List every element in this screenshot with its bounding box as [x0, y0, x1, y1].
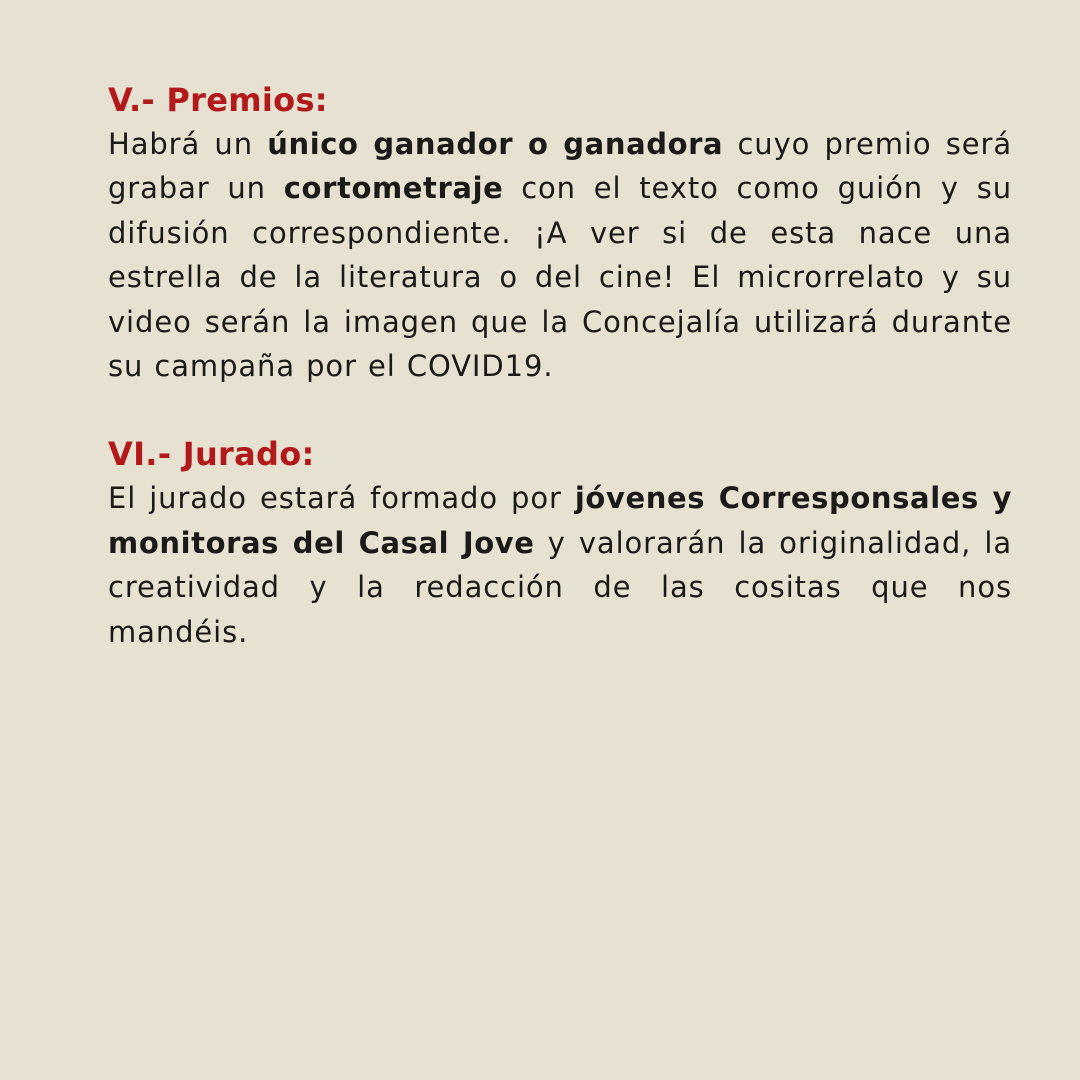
section-jurado	[108, 432, 1012, 654]
section-premios	[108, 78, 1012, 388]
section-heading-premios: V.- Premios:	[108, 81, 328, 119]
bold-text-run: único ganador o ganadora	[267, 127, 724, 161]
text-run: con el texto como guión y su difusión correspondiente. ¡A ver si de esta nace una estrella de la literatura o del cine! El microrrelato y su video serán la imagen que la Concejalía utilizará durante su campaña por el COVID19.	[108, 171, 1013, 384]
bold-text-run: cortometraje	[283, 171, 504, 206]
section-paragraph-premios	[108, 122, 1012, 388]
document-page	[108, 78, 1012, 654]
text-run: Habrá un	[108, 127, 268, 161]
section-paragraph-jurado	[108, 476, 1012, 654]
section-heading-jurado: VI.- Jurado:	[108, 435, 315, 474]
text-run: y valorarán la originalidad, la creatividad y la redacción de las cositas que nos mandéis.	[108, 525, 1012, 649]
bold-text-run: jóvenes Corresponsales y monitoras del Casal Jove	[108, 481, 1012, 560]
text-run: El jurado estará formado por	[108, 481, 575, 516]
text-run: cuyo premio será grabar un	[108, 127, 1012, 206]
